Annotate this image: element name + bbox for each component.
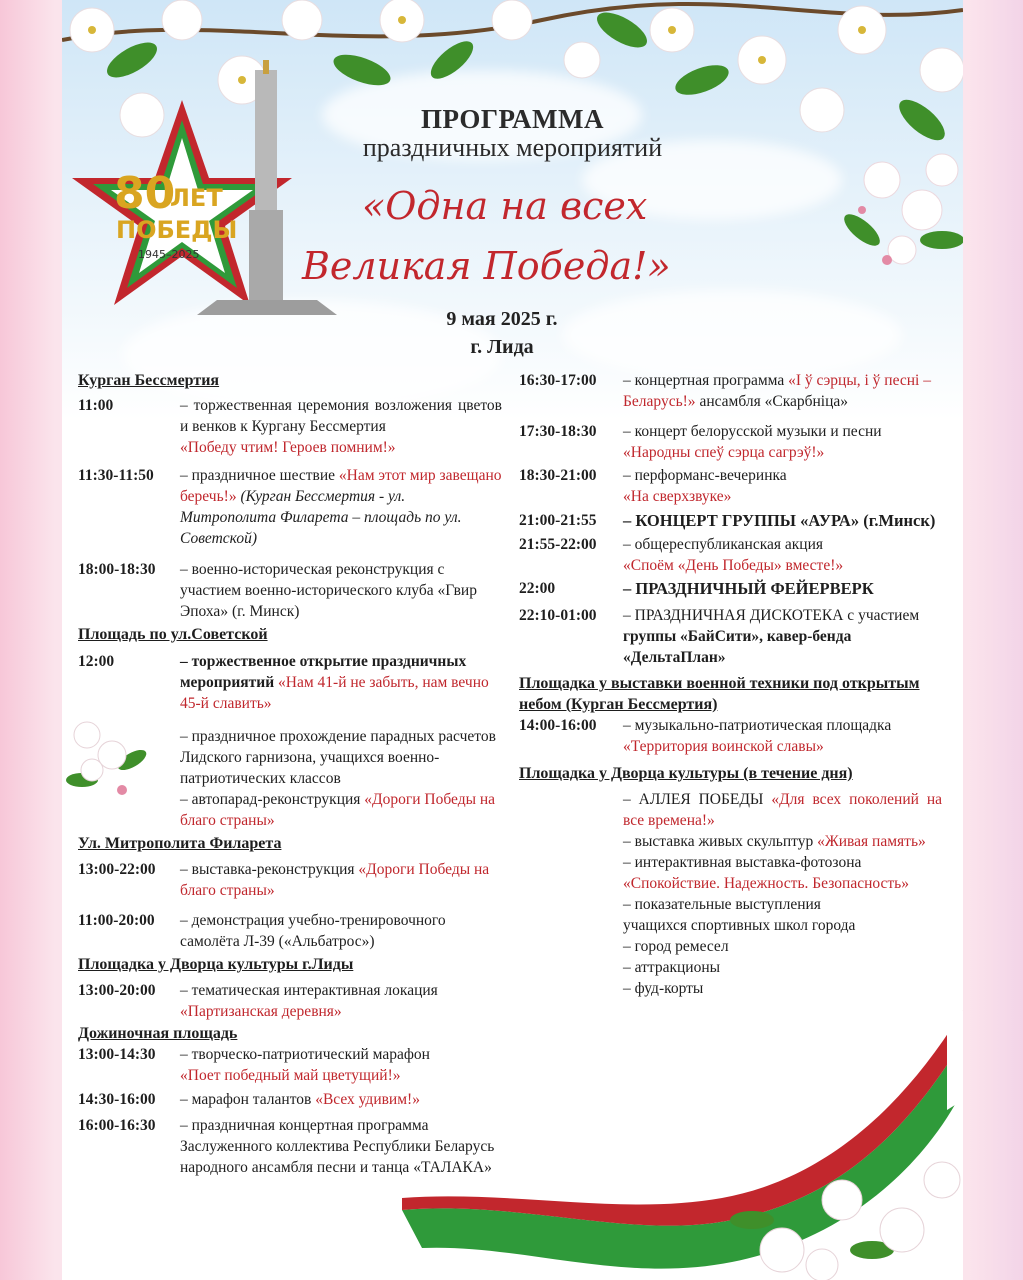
list-item (519, 852, 942, 894)
list-item (78, 726, 502, 789)
desc: – перформанс-вечеринка (623, 467, 787, 484)
list-item (78, 651, 502, 714)
desc: – торжественное открытие праздничных мероприятий (180, 653, 467, 691)
desc: – АЛЛЕЯ ПОБЕДЫ (623, 791, 772, 808)
page-title: ПРОГРАММА (420, 104, 605, 134)
desc: – концерт белорусской музыки и песни (623, 423, 882, 440)
list-item (78, 395, 502, 458)
section-sovetskaya: Площадь по ул.Советской (78, 626, 268, 643)
highlight: «Поет победный май цветущий!» (180, 1067, 401, 1084)
list-item (519, 370, 942, 412)
desc: – выставка живых скульптур (623, 833, 818, 850)
list-item (519, 831, 942, 852)
badge-word-pobedy: ПОБЕДЫ (116, 216, 238, 244)
event-city: г. Лида (470, 336, 534, 358)
slogan-line-2: Великая Победа!» (302, 244, 671, 288)
section-dozhinochnaya: Дожиночная площадь (78, 1025, 238, 1042)
time: 11:30-11:50 (78, 467, 154, 484)
list-item (519, 715, 942, 757)
poster (62, 0, 963, 1280)
highlight: «Нам 41-й не забыть, нам вечно 45-й славить» (180, 674, 489, 712)
time: 14:00-16:00 (519, 717, 597, 734)
list-item (519, 534, 942, 576)
list-item (78, 1044, 502, 1086)
desc: – праздничное прохождение парадных расчетов Лидского гарнизона, учащихся военно-патриотических классов (180, 728, 496, 787)
list-item (519, 605, 942, 668)
time: 13:00-14:30 (78, 1046, 156, 1063)
desc: – демонстрация учебно-тренировочного самолёта Л-39 («Альбатрос») (180, 912, 446, 950)
left-column (78, 370, 502, 1178)
list-item (78, 1115, 502, 1178)
time: 14:30-16:00 (78, 1091, 156, 1108)
desc: – выставка-реконструкция (180, 861, 359, 878)
time: 11:00 (78, 397, 114, 414)
highlight-bold: группы «БайСити», кавер-бенда «ДельтаПлан» (623, 628, 852, 666)
right-column (519, 370, 942, 999)
list-item (519, 578, 942, 600)
list-item (78, 1089, 502, 1110)
desc: – военно-историческая реконструкция с участием военно-исторического клуба «Гвир Эпоха» (г. Минск) (180, 561, 477, 620)
slogan-line-1: «Одна на всех (362, 184, 648, 228)
section-voennaya-tehnika: Площадка у выставки военной техники под открытым небом (Курган Бессмертия) (519, 675, 920, 713)
list-item (78, 980, 502, 1022)
desc: – фуд-корты (623, 980, 704, 997)
time: 16:30-17:00 (519, 372, 597, 389)
section-dvorets-lida: Площадка у Дворца культуры г.Лиды (78, 956, 354, 973)
highlight: «Победу чтим! Героев помним!» (180, 439, 396, 456)
desc: – концертная программа (623, 372, 789, 389)
desc: – показательные выступления учащихся спортивных школ города (623, 896, 856, 934)
list-item (78, 859, 502, 901)
page-subtitle: праздничных мероприятий (362, 133, 663, 162)
highlight: «Партизанская деревня» (180, 1003, 342, 1020)
section-dvorets-den: Площадка у Дворца культуры (в течение дня) (519, 765, 853, 782)
desc: – музыкально-патриотическая площадка (623, 717, 892, 734)
highlight: «Территория воинской славы» (623, 738, 824, 755)
list-item (519, 789, 942, 831)
time: 18:00-18:30 (78, 561, 156, 578)
desc: – праздничная концертная программа Заслуженного коллектива Республики Беларусь народного ансамбля песни и танца «ТАЛАКА» (180, 1117, 495, 1176)
list-item (519, 957, 942, 978)
desc: – ПРАЗДНИЧНЫЙ ФЕЙЕРВЕРК (623, 579, 874, 598)
highlight: «Дороги Победы на благо страны» (180, 791, 496, 829)
event-date: 9 мая 2025 г. (446, 308, 558, 330)
time: 12:00 (78, 653, 115, 670)
time: 21:55-22:00 (519, 536, 597, 553)
badge-word-let: ЛЕТ (170, 184, 223, 212)
time: 17:30-18:30 (519, 423, 597, 440)
time: 11:00-20:00 (78, 912, 155, 929)
badge-number: 80 (114, 168, 176, 219)
desc: – тематическая интерактивная локация (180, 982, 438, 999)
time: 13:00-20:00 (78, 982, 156, 999)
time: 22:10-01:00 (519, 607, 597, 624)
desc: – автопарад-реконструкция (180, 791, 365, 808)
desc: – творческо-патриотический марафон (180, 1046, 430, 1063)
desc: – ПРАЗДНИЧНАЯ ДИСКОТЕКА с участием (623, 607, 920, 624)
desc: – аттракционы (623, 959, 721, 976)
desc: – общереспубликанская акция (623, 536, 824, 553)
list-item (519, 936, 942, 957)
list-item (78, 789, 502, 831)
highlight: «На сверхзвуке» (623, 488, 732, 505)
highlight: «І ў сэрцы, і ў песні – Беларусь!» (623, 372, 931, 410)
desc: – марафон талантов (180, 1091, 316, 1108)
badge-years: 1945–2025 (138, 248, 200, 261)
time: 13:00-22:00 (78, 861, 156, 878)
desc: – город ремесел (623, 938, 729, 955)
highlight: «Спокойствие. Надежность. Безопасность» (623, 875, 909, 892)
section-filareta: Ул. Митрополита Филарета (78, 835, 282, 852)
desc: – праздничное шествие (180, 467, 339, 484)
list-item (78, 559, 502, 622)
highlight: «Нам этот мир завещано беречь!» (180, 467, 502, 505)
time: 18:30-21:00 (519, 467, 597, 484)
highlight: «Всех удивим!» (315, 1091, 420, 1108)
desc: – интерактивная выставка-фотозона (623, 854, 862, 871)
highlight: «Споём «День Победы» вместе!» (623, 557, 844, 574)
desc-tail: ансамбля «Скарбніца» (695, 393, 849, 410)
list-item (519, 465, 942, 507)
highlight: «Дороги Победы на благо страны» (180, 861, 490, 899)
list-item (519, 421, 942, 463)
highlight: «Живая память» (817, 833, 926, 850)
list-item (519, 978, 942, 999)
list-item (519, 894, 869, 936)
section-kurgan: Курган Бессмертия (78, 372, 220, 389)
list-item (78, 910, 502, 952)
desc: – торжественная церемония возложения цветов и венков к Кургану Бессмертия (180, 397, 502, 435)
time: 21:00-21:55 (519, 512, 597, 529)
highlight: «Для всех поколений на все времена!» (623, 791, 943, 829)
route: (Курган Бессмертия - ул. Митрополита Филарета – площадь по ул. Советской) (180, 488, 462, 547)
desc: – КОНЦЕРТ ГРУППЫ «АУРА» (г.Минск) (623, 511, 936, 530)
highlight: «Народны спеў сэрца сагрэў!» (623, 444, 825, 461)
list-item (519, 510, 942, 532)
time: 22:00 (519, 580, 556, 597)
blossom-right-icon (842, 150, 963, 280)
list-item (78, 465, 502, 549)
time: 16:00-16:30 (78, 1117, 156, 1134)
